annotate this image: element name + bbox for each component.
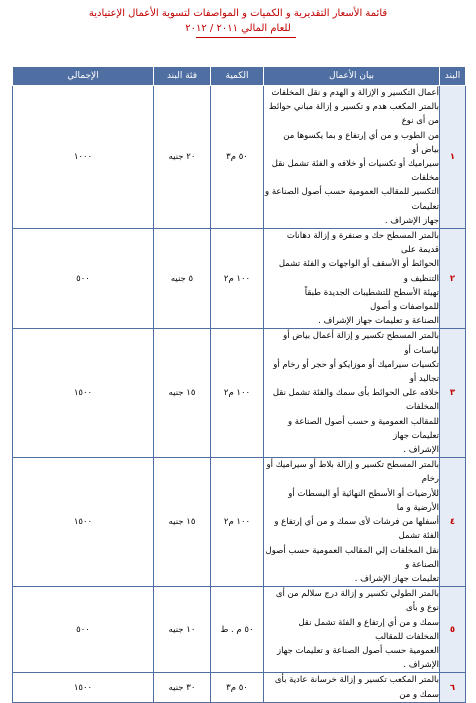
column-header-total: الإجمالي <box>13 67 154 86</box>
row-index: ٦ <box>440 673 466 702</box>
row-unit-price: ٥ جنيه <box>154 229 211 329</box>
column-header-index: البند <box>440 67 466 86</box>
row-unit-price: ١٠ جنيه <box>154 587 211 673</box>
bill-of-quantities-table <box>12 66 466 703</box>
row-description: بالمتر المسطح تكسير و إزالة بلاط أو سيراميك أو رخام للأرضيات أو الأسطح النهائية أو البسطات أو الأرضية و ما أسفلها من فرشات لأى سمك و من أي إرتفاع و الفئة تشمل نقل المخلفات إلي المقالب العمومية حسب أصول الصناعة و تعليمات جهاز الإشراف . <box>264 458 440 587</box>
row-quantity: ٥٠ م٣ <box>211 673 264 702</box>
row-index: ٤ <box>440 458 466 587</box>
row-index: ٣ <box>440 329 466 458</box>
row-total: ٥٠٠ <box>13 229 154 329</box>
table-row <box>13 329 466 458</box>
table-row <box>13 673 466 702</box>
column-header-quantity: الكمية <box>211 67 264 86</box>
row-unit-price: ١٥ جنيه <box>154 329 211 458</box>
row-description: بالمتر المسطح تكسير و إزالة أعمال بياض أو لياسات أو تكسيات سيراميك أو موزايكو أو حجر أو رخام أو تجاليد أو خلافه على الحوائط بأى سمك والفئة تشمل نقل المخلفات للمقالب العمومية و حسب أصول الصناعة و تعليمات جهاز الإشراف . <box>264 329 440 458</box>
row-index: ٥ <box>440 587 466 673</box>
row-unit-price: ٣٠ جنيه <box>154 673 211 702</box>
row-index: ٢ <box>440 229 466 329</box>
row-total: ١٥٠٠ <box>13 458 154 587</box>
row-description: بالمتر المكعب تكسير و إزالة خرسانة عادية بأى سمك و من <box>264 673 440 702</box>
row-description: أعمال التكسير و الإزالة و الهدم و نقل المخلفات بالمتر المكعب هدم و تكسير و إزالة مباني حوائط من أى نوع من الطوب و من أي إرتفاع و بما يكسوها من بياض أو سيراميك أو تكسيات أو خلافه و الفئة تشمل نقل مخلفات التكسير للمقالب العمومية حسب أصول الصناعة و تعليمات جهاز الإشراف . <box>264 86 440 229</box>
row-quantity: ٥٠ م٣ <box>211 86 264 229</box>
subtitle-underline <box>196 37 296 38</box>
table-row <box>13 86 466 229</box>
document-title: قائمة الأسعار التقديرية و الكميات و المواصفات لتسوية الأعمال الإعتيادية <box>88 8 388 19</box>
row-total: ٥٠٠ <box>13 587 154 673</box>
row-description: بالمتر الطولي تكسير و إزالة درج سلالم من أى نوع و بأى سمك و من أي إرتفاع و الفئة تشمل نقل المخلفات للمقالب العمومية حسب أصول الصناعة و تعليمات جهاز الإشراف . <box>264 587 440 673</box>
row-unit-price: ٢٠ جنيه <box>154 86 211 229</box>
row-quantity: ١٠٠ م٢ <box>211 229 264 329</box>
row-unit-price: ١٥ جنيه <box>154 458 211 587</box>
row-total: ١٥٠٠ <box>13 329 154 458</box>
fiscal-year-subtitle: للعام المالي ٢٠١١ / ٢٠١٢ <box>185 23 291 34</box>
row-total: ١٥٠٠ <box>13 673 154 702</box>
table-header-row <box>13 67 466 86</box>
row-total: ١٠٠٠ <box>13 86 154 229</box>
column-header-unit-price: فئة البند <box>154 67 211 86</box>
row-quantity: ١٠٠ م٢ <box>211 458 264 587</box>
row-index: ١ <box>440 86 466 229</box>
row-quantity: ٥٠ م . ط <box>211 587 264 673</box>
table-row <box>13 229 466 329</box>
row-quantity: ١٠٠ م٢ <box>211 329 264 458</box>
table-row <box>13 587 466 673</box>
column-header-description: بيان الأعمال <box>264 67 440 86</box>
table-row <box>13 458 466 587</box>
row-description: بالمتر المسطح حك و صنفرة و إزالة دهانات قديمة على الحوائط أو الأسقف أو الواجهات و الفئة تشمل التنظيف و تهيئة الأسطح للتشطيبات الجديدة طبقاً للمواصفات و أصول الصناعة و تعليمات جهاز الإشراف . <box>264 229 440 329</box>
